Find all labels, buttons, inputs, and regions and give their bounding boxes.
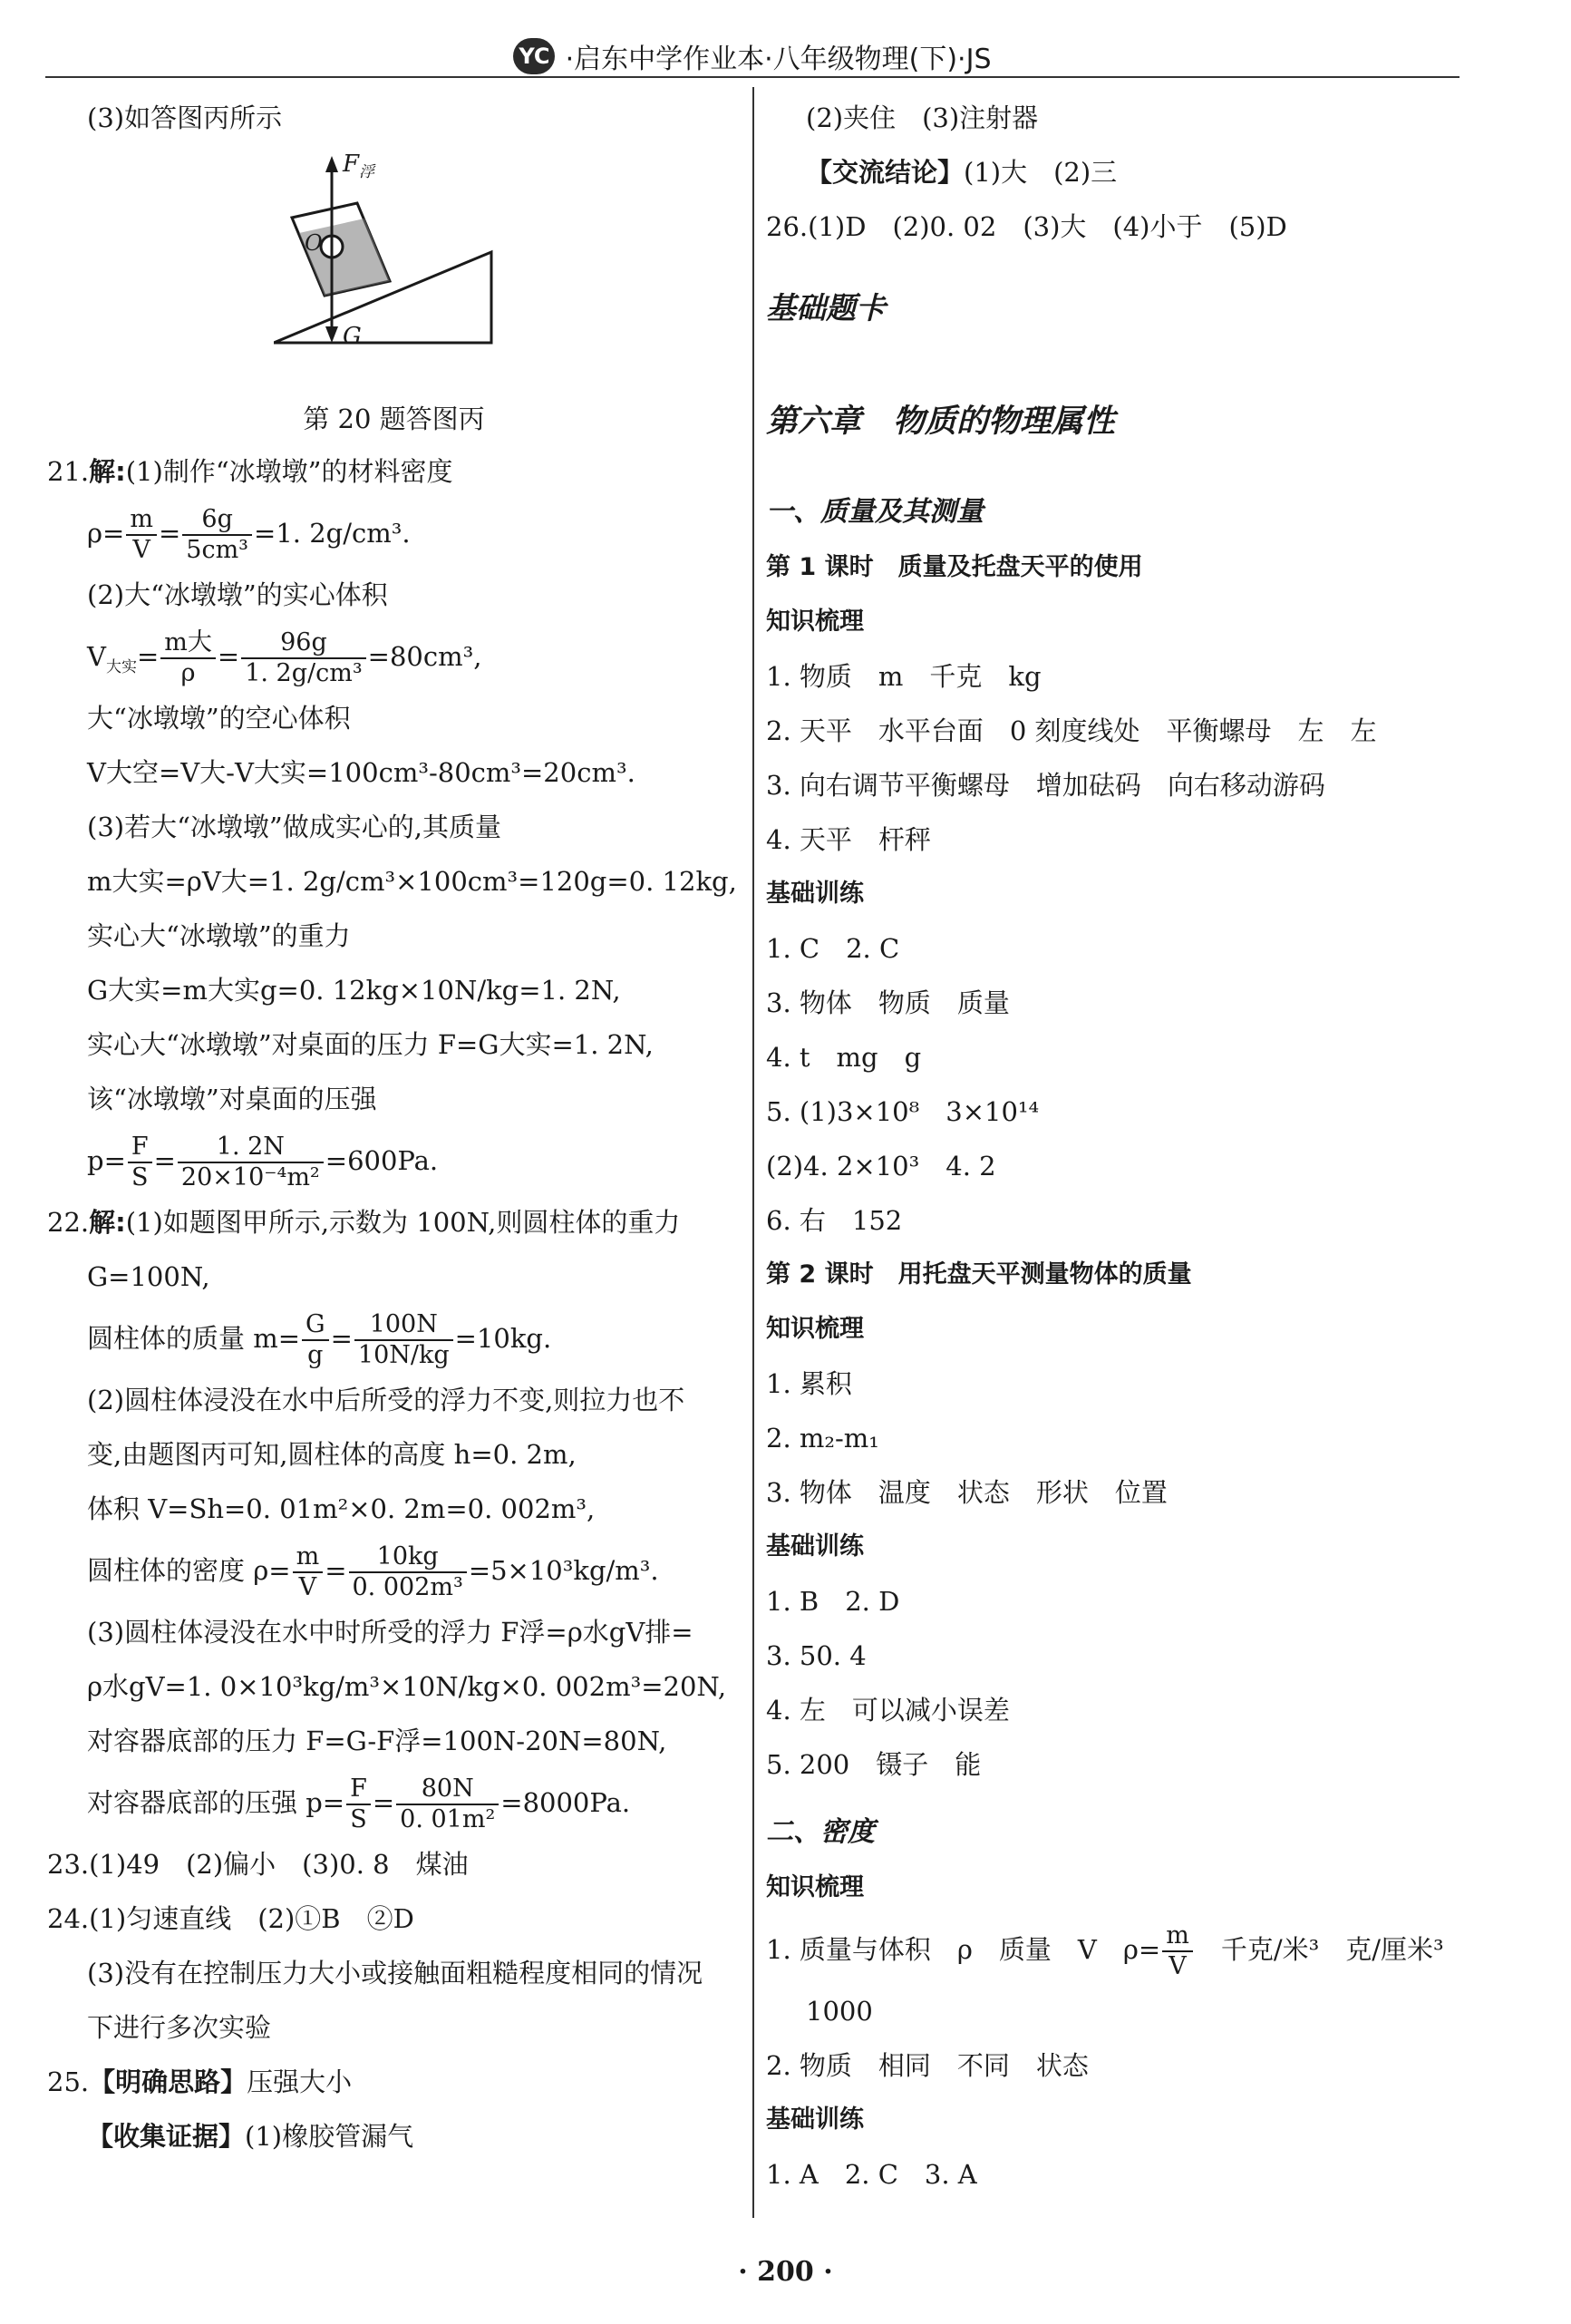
knowledge-item-4: 4. 天平 杆秤	[766, 824, 931, 855]
training-heading-2: 基础训练	[766, 1532, 864, 1561]
training2-item-4: 4. 左 可以减小误差	[766, 1695, 1010, 1726]
training-item-6: 6. 右 152	[766, 1205, 903, 1236]
figure-label-f: $F_浮$	[343, 151, 375, 182]
training-item-1: 1. C 2. C	[766, 933, 900, 964]
knowledge-item-2: 2. 天平 水平台面 0 刻度线处 平衡螺母 左 左	[766, 715, 1377, 746]
training2-item-5: 5. 200 镊子 能	[766, 1749, 982, 1780]
q24-answer: 24.(1)匀速直线 (2)①B ②D	[47, 1903, 414, 1934]
training-item-4: 4. t mg g	[766, 1042, 922, 1073]
q21-line5: (3)若大“冰墩墩”做成实心的,其质量	[87, 812, 501, 842]
q21-line8: G大实=m大实g=0. 12kg×10N/kg=1. 2N,	[87, 975, 621, 1006]
q22-density-formula: 圆柱体的密度 ρ= $\frac{m}{V}$ = $\frac{10kg}{\text{0. 002m³}}$ =5×10³kg/m³.	[87, 1542, 659, 1601]
training-heading-3: 基础训练	[766, 2105, 864, 2134]
column-divider	[752, 87, 754, 2218]
q23-answer: 23.(1)49 (2)偏小 (3)0. 8 煤油	[47, 1849, 469, 1880]
q24-part3: (3)没有在控制压力大小或接触面粗糙程度相同的情况	[87, 1958, 703, 1989]
knowledge-item-3: 3. 向右调节平衡螺母 增加砝码 向右移动游码	[766, 770, 1325, 801]
figure-label-o: O	[305, 230, 323, 256]
q21-line9: 实心大“冰墩墩”对桌面的压力 F=G大实=1. 2N,	[87, 1029, 654, 1060]
q22-pressure-formula: 对容器底部的压强 p= $\frac{F}{S}$ = $\frac{80N}{\text{0. 01m²}}$ =8000Pa.	[87, 1775, 631, 1833]
q22-mass-formula: 圆柱体的质量 m= $\frac{G}{g}$ = $\frac{100N}{10N/kg}$ =10kg.	[87, 1310, 552, 1369]
q22-line10: 对容器底部的压力 F=G-F浮=100N-20N=80N,	[87, 1726, 667, 1756]
density-training-1: 1. A 2. C 3. A	[766, 2159, 977, 2190]
q25-evidence-cont: (2)夹住 (3)注射器	[806, 102, 1039, 133]
right-column	[766, 91, 1482, 2202]
figure-caption: 第 20 题答图丙	[303, 404, 485, 434]
lesson1-heading: 第 1 课时 质量及托盘天平的使用	[766, 553, 1143, 581]
q21-density-formula: ρ= $\frac{m}{V}$ = $\frac{6g}{\text{5cm³}}$ =1. 2g/cm³.	[87, 505, 411, 564]
running-header	[45, 36, 1459, 82]
knowledge-heading: 知识梳理	[766, 608, 864, 636]
figure-20c	[47, 145, 741, 444]
incline-diagram	[274, 145, 509, 390]
knowledge2-item-2: 2. m₂-m₁	[766, 1423, 879, 1454]
q26-answer: 26.(1)D (2)0. 02 (3)大 (4)小于 (5)D	[766, 211, 1287, 242]
q21-line4: V大空=V大-V大实=100cm³-80cm³=20cm³.	[87, 757, 635, 788]
q22-line5: 变,由题图丙可知,圆柱体的高度 h=0. 2m,	[87, 1439, 577, 1470]
basic-card-heading: 基础题卡	[766, 290, 886, 326]
q22-line4: (2)圆柱体浸没在水中后所受的浮力不变,则拉力也不	[87, 1385, 685, 1415]
training2-item-1: 1. B 2. D	[766, 1586, 900, 1617]
q25-conclusion: 【交流结论】(1)大 (2)三	[806, 157, 1118, 188]
knowledge-heading-2: 知识梳理	[766, 1315, 864, 1343]
density-item-1: 1. 质量与体积 ρ 质量 V ρ= $\frac{m}{V}$ 千克/米³ 克/厘米³	[766, 1921, 1444, 1980]
knowledge2-item-1: 1. 累积	[766, 1368, 852, 1399]
q21-pressure-formula: p= $\frac{F}{S}$ = $\frac{1. 2N}{\text{20×10⁻⁴m²}}$ =600Pa.	[87, 1133, 439, 1191]
training-item-3: 3. 物体 物质 质量	[766, 987, 1010, 1018]
knowledge-heading-3: 知识梳理	[766, 1873, 864, 1901]
left-column	[47, 91, 741, 2164]
knowledge-item-1: 1. 物质 m 千克 kg	[766, 661, 1042, 692]
publisher-logo: YC	[513, 38, 555, 74]
q22-line1: 22.解:(1)如题图甲所示,示数为 100N,则圆柱体的重力	[47, 1207, 681, 1238]
q25-evidence: 【收集证据】(1)橡胶管漏气	[87, 2121, 414, 2152]
q21-line6: m大实=ρV大=1. 2g/cm³×100cm³=120g=0. 12kg,	[87, 866, 737, 897]
lesson2-heading: 第 2 课时 用托盘天平测量物体的质量	[766, 1260, 1192, 1288]
header-rule	[45, 76, 1459, 78]
density-item-1-cont: 1000	[806, 1996, 873, 2027]
figure-label-g: G	[343, 323, 362, 350]
knowledge2-item-3: 3. 物体 温度 状态 形状 位置	[766, 1477, 1168, 1508]
q22-line9: ρ水gV=1. 0×10³kg/m³×10N/kg×0. 002m³=20N,	[87, 1671, 727, 1702]
q21-line10: 该“冰墩墩”对桌面的压强	[87, 1084, 377, 1114]
density-item-2: 2. 物质 相同 不同 状态	[766, 2050, 1089, 2081]
q22-line6: 体积 V=Sh=0. 01m²×0. 2m=0. 002m³,	[87, 1493, 596, 1524]
q22-line2: G=100N,	[87, 1261, 210, 1292]
q21-line3: 大“冰墩墩”的空心体积	[87, 703, 351, 734]
q21-line1: 21.解:(1)制作“冰墩墩”的材料密度	[47, 456, 453, 487]
training-heading: 基础训练	[766, 880, 864, 908]
chapter-heading: 第六章 物质的物理属性	[766, 404, 1116, 440]
section-density-heading: 二、密度	[766, 1816, 875, 1848]
section-mass-heading: 一、质量及其测量	[766, 496, 984, 528]
training-item-5: 5. (1)3×10⁸ 3×10¹⁴	[766, 1096, 1040, 1127]
q24-part3-cont: 下进行多次实验	[87, 2012, 272, 2043]
q25-idea: 25.【明确思路】压强大小	[47, 2066, 353, 2097]
page-number: · 200 ·	[738, 2256, 833, 2288]
training-item-5b: (2)4. 2×10³ 4. 2	[766, 1151, 996, 1181]
q22-line8: (3)圆柱体浸没在水中时所受的浮力 F浮=ρ水gV排=	[87, 1617, 693, 1648]
q21-line7: 实心大“冰墩墩”的重力	[87, 920, 351, 951]
q21-volume-formula: $V_{大实}=$ $\frac{\text{m大}}{\rho}$ = $\frac{96g}{\text{1. 2g/cm³}}$ =80cm³,	[87, 628, 482, 687]
header-title: ·启东中学作业本·八年级物理(下)·JS	[565, 44, 992, 75]
q21-line2: (2)大“冰墩墩”的实心体积	[87, 579, 388, 610]
training2-item-3: 3. 50. 4	[766, 1640, 867, 1671]
q20-part3: (3)如答图丙所示	[87, 102, 283, 133]
